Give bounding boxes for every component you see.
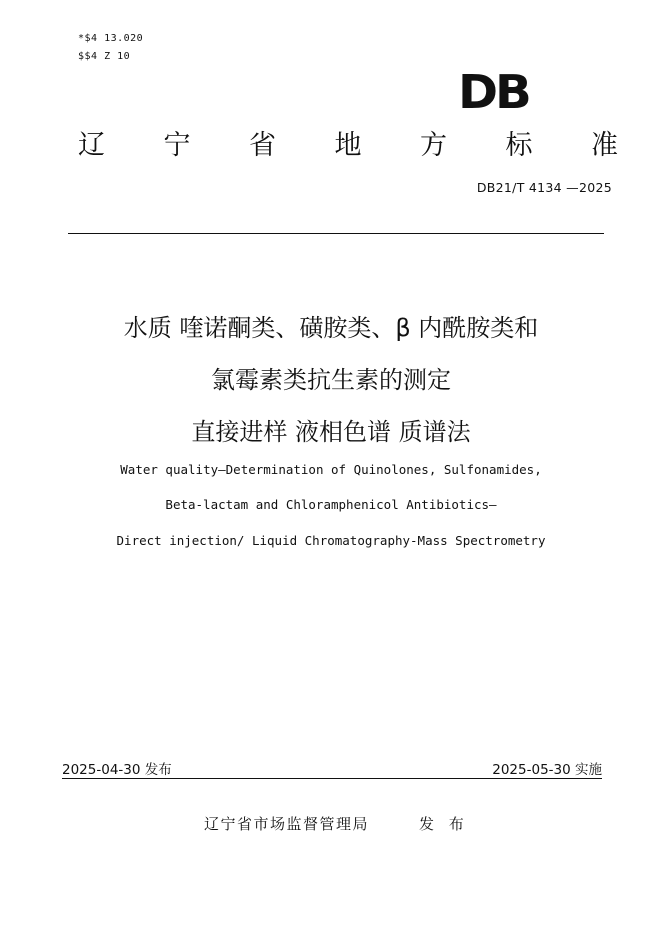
standard-type-char: 辽 <box>78 130 105 161</box>
standard-type-char: 省 <box>249 130 276 161</box>
issue-label: 发 布 <box>419 815 469 833</box>
chinese-title-line-1: 水质 喹诺酮类、磺胺类、β 内酰胺类和 <box>123 314 539 342</box>
standard-type-char: 方 <box>420 130 447 161</box>
standard-type-char: 标 <box>505 130 533 161</box>
top-divider <box>68 233 604 234</box>
english-title-line-3: Direct injection/ Liquid Chromatography-Mass Spectrometry <box>116 533 546 548</box>
bottom-divider <box>62 778 602 779</box>
standard-type-title <box>78 126 618 166</box>
issuing-authority: 辽宁省市场监督管理局 <box>204 815 370 833</box>
standard-type-char: 准 <box>591 130 618 161</box>
chinese-title-line-3: 直接进样 液相色谱 质谱法 <box>191 418 471 446</box>
standard-type-char: 宁 <box>163 130 191 161</box>
english-title-line-1: Water quality—Determination of Quinolones, Sulfonamides, <box>120 462 542 477</box>
publish-date: 2025-04-30 发布 <box>62 762 172 778</box>
standard-number: DB21/T 4134 —2025 <box>476 180 612 195</box>
english-title-line-2: Beta-lactam and Chloramphenicol Antibiotics— <box>165 497 497 512</box>
ccs-code: $$4 Z 10 <box>78 51 131 62</box>
chinese-title-line-2: 氯霉素类抗生素的测定 <box>211 366 451 394</box>
standard-type-char: 地 <box>334 130 362 161</box>
ics-code: *$4 13.020 <box>78 33 144 44</box>
implementation-date: 2025-05-30 实施 <box>492 762 602 778</box>
db-logo: DB <box>458 65 529 119</box>
